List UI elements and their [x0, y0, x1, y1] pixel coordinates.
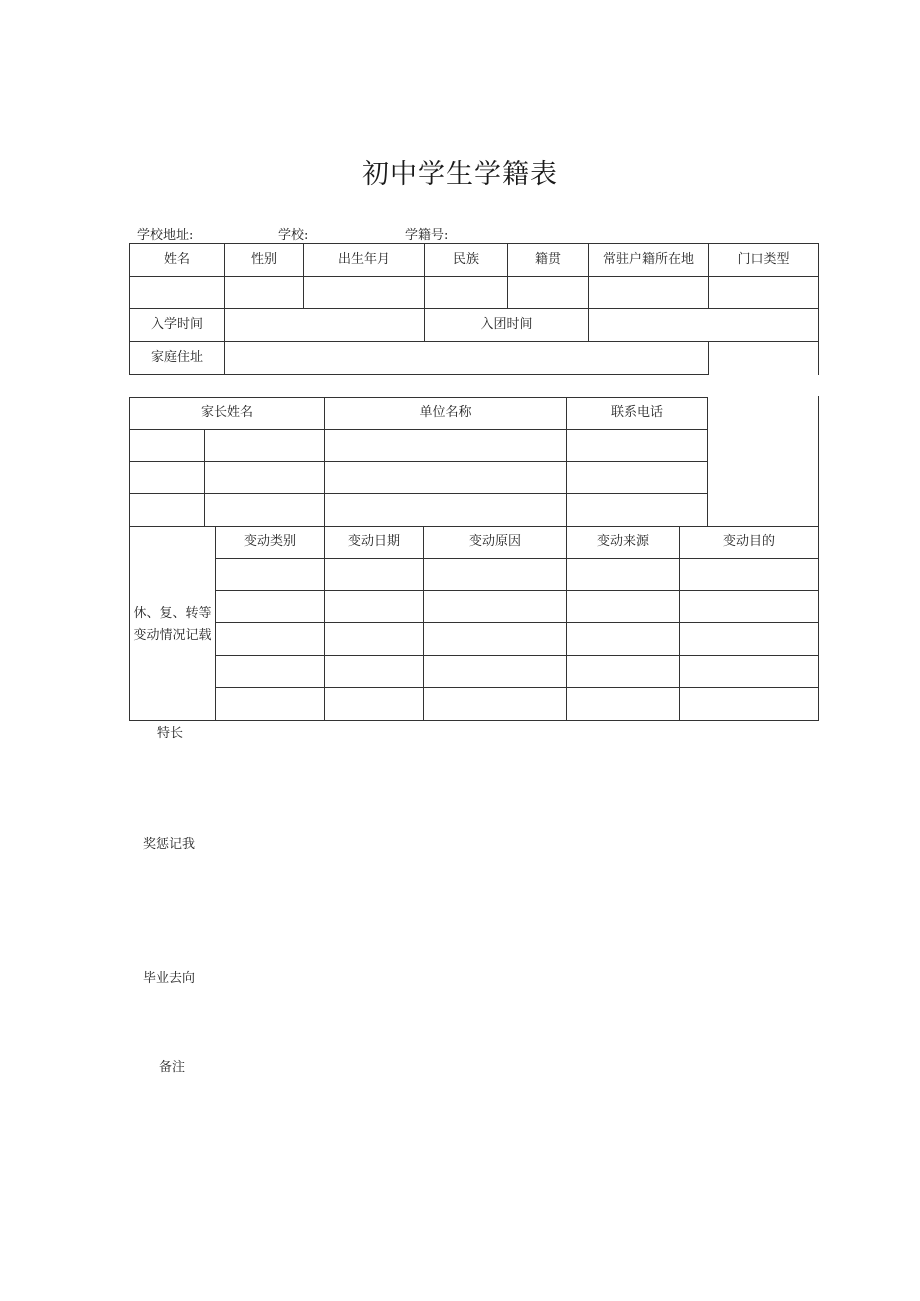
specialty-label: 特长 [157, 726, 184, 741]
header-name: 姓名 [163, 251, 190, 267]
header-change-type: 变动类别 [243, 534, 296, 550]
enroll-time-label: 入学时间 [150, 316, 203, 332]
league-time-label: 入团时间 [480, 316, 533, 332]
graduation-label: 毕业去向 [143, 971, 196, 986]
header-birth-date: 出生年月 [337, 251, 390, 267]
change-record-label-line2: 变动情况记载 [133, 628, 212, 643]
remarks-label: 备注 [159, 1060, 186, 1075]
header-change-date: 变动日期 [347, 534, 400, 550]
header-native-place: 籍贯 [534, 251, 561, 267]
change-record-label-line1: 休、复、转等 [133, 605, 212, 621]
header-parent-name: 家长姓名 [200, 405, 253, 421]
header-gender: 性别 [250, 251, 277, 267]
header-phone: 联系电话 [610, 405, 663, 421]
header-work-unit: 单位名称 [419, 405, 472, 421]
change-record-label [130, 600, 215, 650]
header-change-destination: 变动目的 [722, 534, 775, 550]
school-label: 学校: [278, 228, 309, 243]
header-change-source: 变动来源 [596, 534, 649, 550]
rewards-label: 奖惩记我 [143, 837, 196, 852]
header-residence: 常驻户籍所在地 [602, 251, 694, 267]
page-title: 初中学生学籍表 [362, 159, 558, 190]
header-household-type: 门口类型 [737, 251, 790, 267]
school-address-label: 学校地址: [137, 228, 194, 243]
enrollment-no-label: 学籍号: [405, 228, 449, 243]
header-ethnicity: 民族 [452, 251, 479, 267]
header-change-reason: 变动原因 [468, 534, 521, 550]
home-address-label: 家庭住址 [150, 349, 203, 365]
